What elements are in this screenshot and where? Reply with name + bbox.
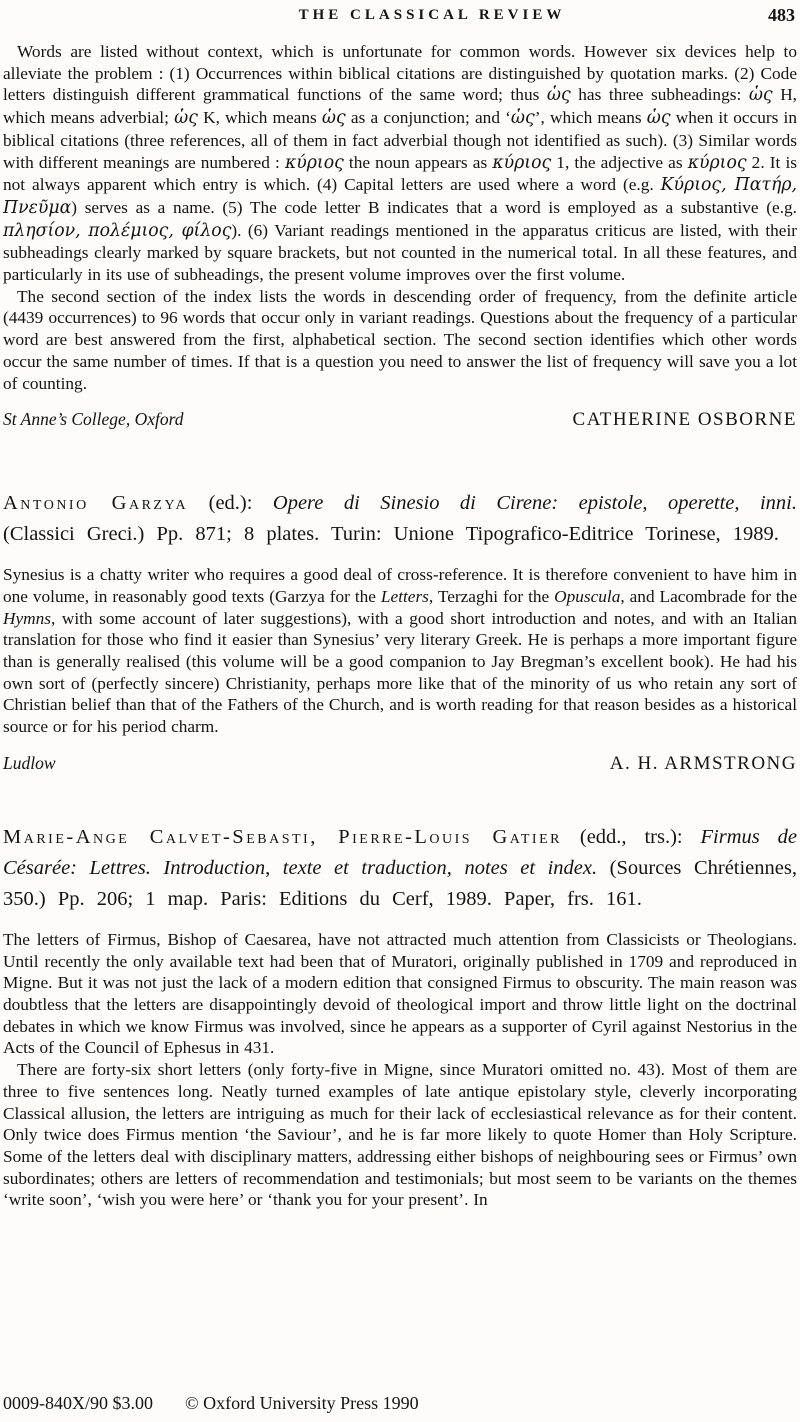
reviewer-name: CATHERINE OSBORNE [572, 409, 797, 431]
review-section-calvet-sebasti-gatier [3, 822, 797, 1211]
text-segment: Κύριος, Πατήρ, Πνεῦμα [3, 175, 797, 218]
text-segment: Hymns [3, 608, 51, 628]
running-header [3, 5, 797, 27]
text-segment: , and Lacombrade for the [620, 586, 797, 606]
reviewer-affiliation: St Anne’s College, Oxford [3, 409, 184, 430]
text-segment: as a conjunction; and ‘ [345, 108, 511, 128]
text-segment: , with some account of later suggestions), with a good short introduction and notes, and with an Italian translation for those who find it easier than Synesius’ very literary Greek. He is perhaps a more important figure than is generally realised (this volume will be a good companion to Jay Bregman’s excellent book). He had his own sort of (perfectly sincere) Christianity, perhaps more like that of the minority of us who retain any sort of Christian belief than that of the Fathers of the Church, and is worth reading for that reason besides as a historical source or for his period charm. [3, 608, 797, 737]
page-number: 483 [768, 5, 795, 25]
page-footer [3, 1393, 419, 1414]
text-segment: ὡς [174, 108, 198, 129]
text-segment: ὡς [646, 108, 671, 129]
text-segment: Antonio Garzya [3, 492, 189, 515]
text-segment: The letters of Firmus, Bishop of Caesarea, have not attracted much attention from Classicists or Theologians. Until recently the only available text had been that of Muratori, originally published in 1709 and reproduced in Migne. But it was not just the lack of a modern edition that consigned Firmus to obscurity. The main reason was doubtless that the letters are disappointingly devoid of theological import and throw little light on the doctrinal debates in which we know Firmus was involved, since he appears as a supporter of Cyril against Nestorius in the Acts of the Council of Ephesus in 431. [3, 929, 797, 1058]
text-segment: H, which means adverbial; [3, 85, 797, 128]
text-segment: 2. It is not always apparent which entry is which. (4) Capital letters are used where a word (e.g. [3, 152, 797, 195]
review-section-garzya [3, 488, 797, 775]
review-paragraph [3, 929, 797, 1059]
review-section-osborne [3, 41, 797, 431]
review-heading [3, 822, 797, 915]
text-segment: Synesius is a chatty writer who requires a good deal of cross-reference. It is therefore convenient to have him in one volume, in reasonably good texts (Garzya for the [3, 565, 797, 606]
text-segment: Words are listed without context, which is unfortunate for common words. However six devices help to alleviate the problem : (1) Occurrences within biblical citations are distinguished by quotation marks. (2) Code letters distinguish different grammatical functions of the same word; thus [3, 42, 797, 105]
text-segment: Opere di Sinesio di Cirene: epistole, operette, inni. [272, 492, 798, 515]
text-segment: Opuscula [554, 586, 621, 606]
text-segment: The second section of the index lists the words in descending order of frequency, from the definite article (4439 occurrences) to 96 words that occur only in variant readings. Questions about the frequency of a particular word are best answered from the first, alphabetical section. The second section identifies which other words occur the same number of times. If that is a question you need to answer the list of frequency will save you a lot of counting. [3, 286, 797, 393]
text-segment: (edd., trs.): [561, 825, 701, 848]
text-segment: , Terzaghi for the [428, 586, 555, 606]
text-segment: ) serves as a name. (5) The code letter B indicates that a word is employed as a substantive (e.g. [71, 197, 797, 217]
reviewer-signature [3, 753, 797, 775]
reviewer-signature [3, 409, 797, 431]
text-segment: (Classici Greci.) Pp. 871; 8 plates. Turin: Unione Tipografico-Editrice Torinese, 1989. [3, 523, 779, 546]
review-heading [3, 488, 797, 550]
text-segment: There are forty-six short letters (only forty-five in Migne, since Muratori omitted no. 43). Most of them are three to five sentences long. Neatly turned examples of late antique epistolary style, cleverly incorporating Classical allusion, the letters are intriguing as much for their lack of ecclesiastical relevance as for their content. Only twice does Firmus mention ‘the Saviour’, and he is far more likely to quote Homer than Holy Scripture. Some of the letters deal with disciplinary matters, addressing either bishops of neighbouring sees or Firmus’ own subordinates; others are letters of recommendation and testimonials; but most seem to be variants on the themes ‘write soon’, ‘wish you were here’ or ‘thank you for your present’. In [3, 1060, 797, 1210]
text-segment: K, which means [197, 108, 322, 128]
review-paragraph [3, 564, 797, 738]
text-segment: (Sources Chrétiennes, 350.) Pp. 206; 1 map. Paris: Editions du Cerf, 1989. Paper, frs. 161. [3, 856, 797, 910]
review-paragraph [3, 1059, 797, 1211]
text-segment: when it occurs in biblical citations (three references, all of them in fact adverbial though not identified as such). (3) Similar words with different meanings are numbered : [3, 108, 797, 172]
text-segment: 1, the adjective as [551, 152, 688, 172]
journal-title: THE CLASSICAL REVIEW [298, 7, 566, 23]
text-segment: Marie-Ange Calvet-Sebasti, Pierre-Louis Gatier [3, 825, 562, 848]
text-segment: has three subheadings: [570, 85, 749, 105]
text-segment: κύριος [492, 152, 552, 173]
text-segment: κύριος [284, 152, 344, 173]
text-segment: ὡς [546, 85, 571, 106]
text-segment: ὡς [748, 85, 773, 106]
text-segment: the noun appears as [343, 152, 493, 172]
text-segment: ). (6) Variant readings mentioned in the apparatus criticus are listed, with their subheadings clearly marked by square brackets, but not counted in the numerical total. In all these features, and particularly in its use of subheadings, the present volume improves over the first volume. [3, 220, 797, 285]
text-segment: ὡς [321, 108, 346, 129]
text-segment: ὡς [510, 108, 535, 129]
reviewer-name: A. H. ARMSTRONG [609, 752, 797, 774]
issn-price: 0009-840X/90 $3.00 [3, 1393, 153, 1413]
text-segment: Firmus de Césarée: Lettres. Introduction, texte et traduction, notes et index. [3, 825, 797, 879]
text-segment: πλησίον, πολέμιος, φίλος [3, 220, 232, 241]
review-paragraph [3, 286, 797, 395]
copyright-notice: © Oxford University Press 1990 [185, 1393, 419, 1413]
reviewer-affiliation: Ludlow [3, 752, 56, 773]
text-segment: ’, which means [534, 108, 647, 128]
text-segment: Letters [380, 586, 429, 606]
review-paragraph [3, 41, 797, 286]
text-segment: κύριος [687, 152, 747, 173]
text-segment: (ed.): [188, 492, 273, 515]
